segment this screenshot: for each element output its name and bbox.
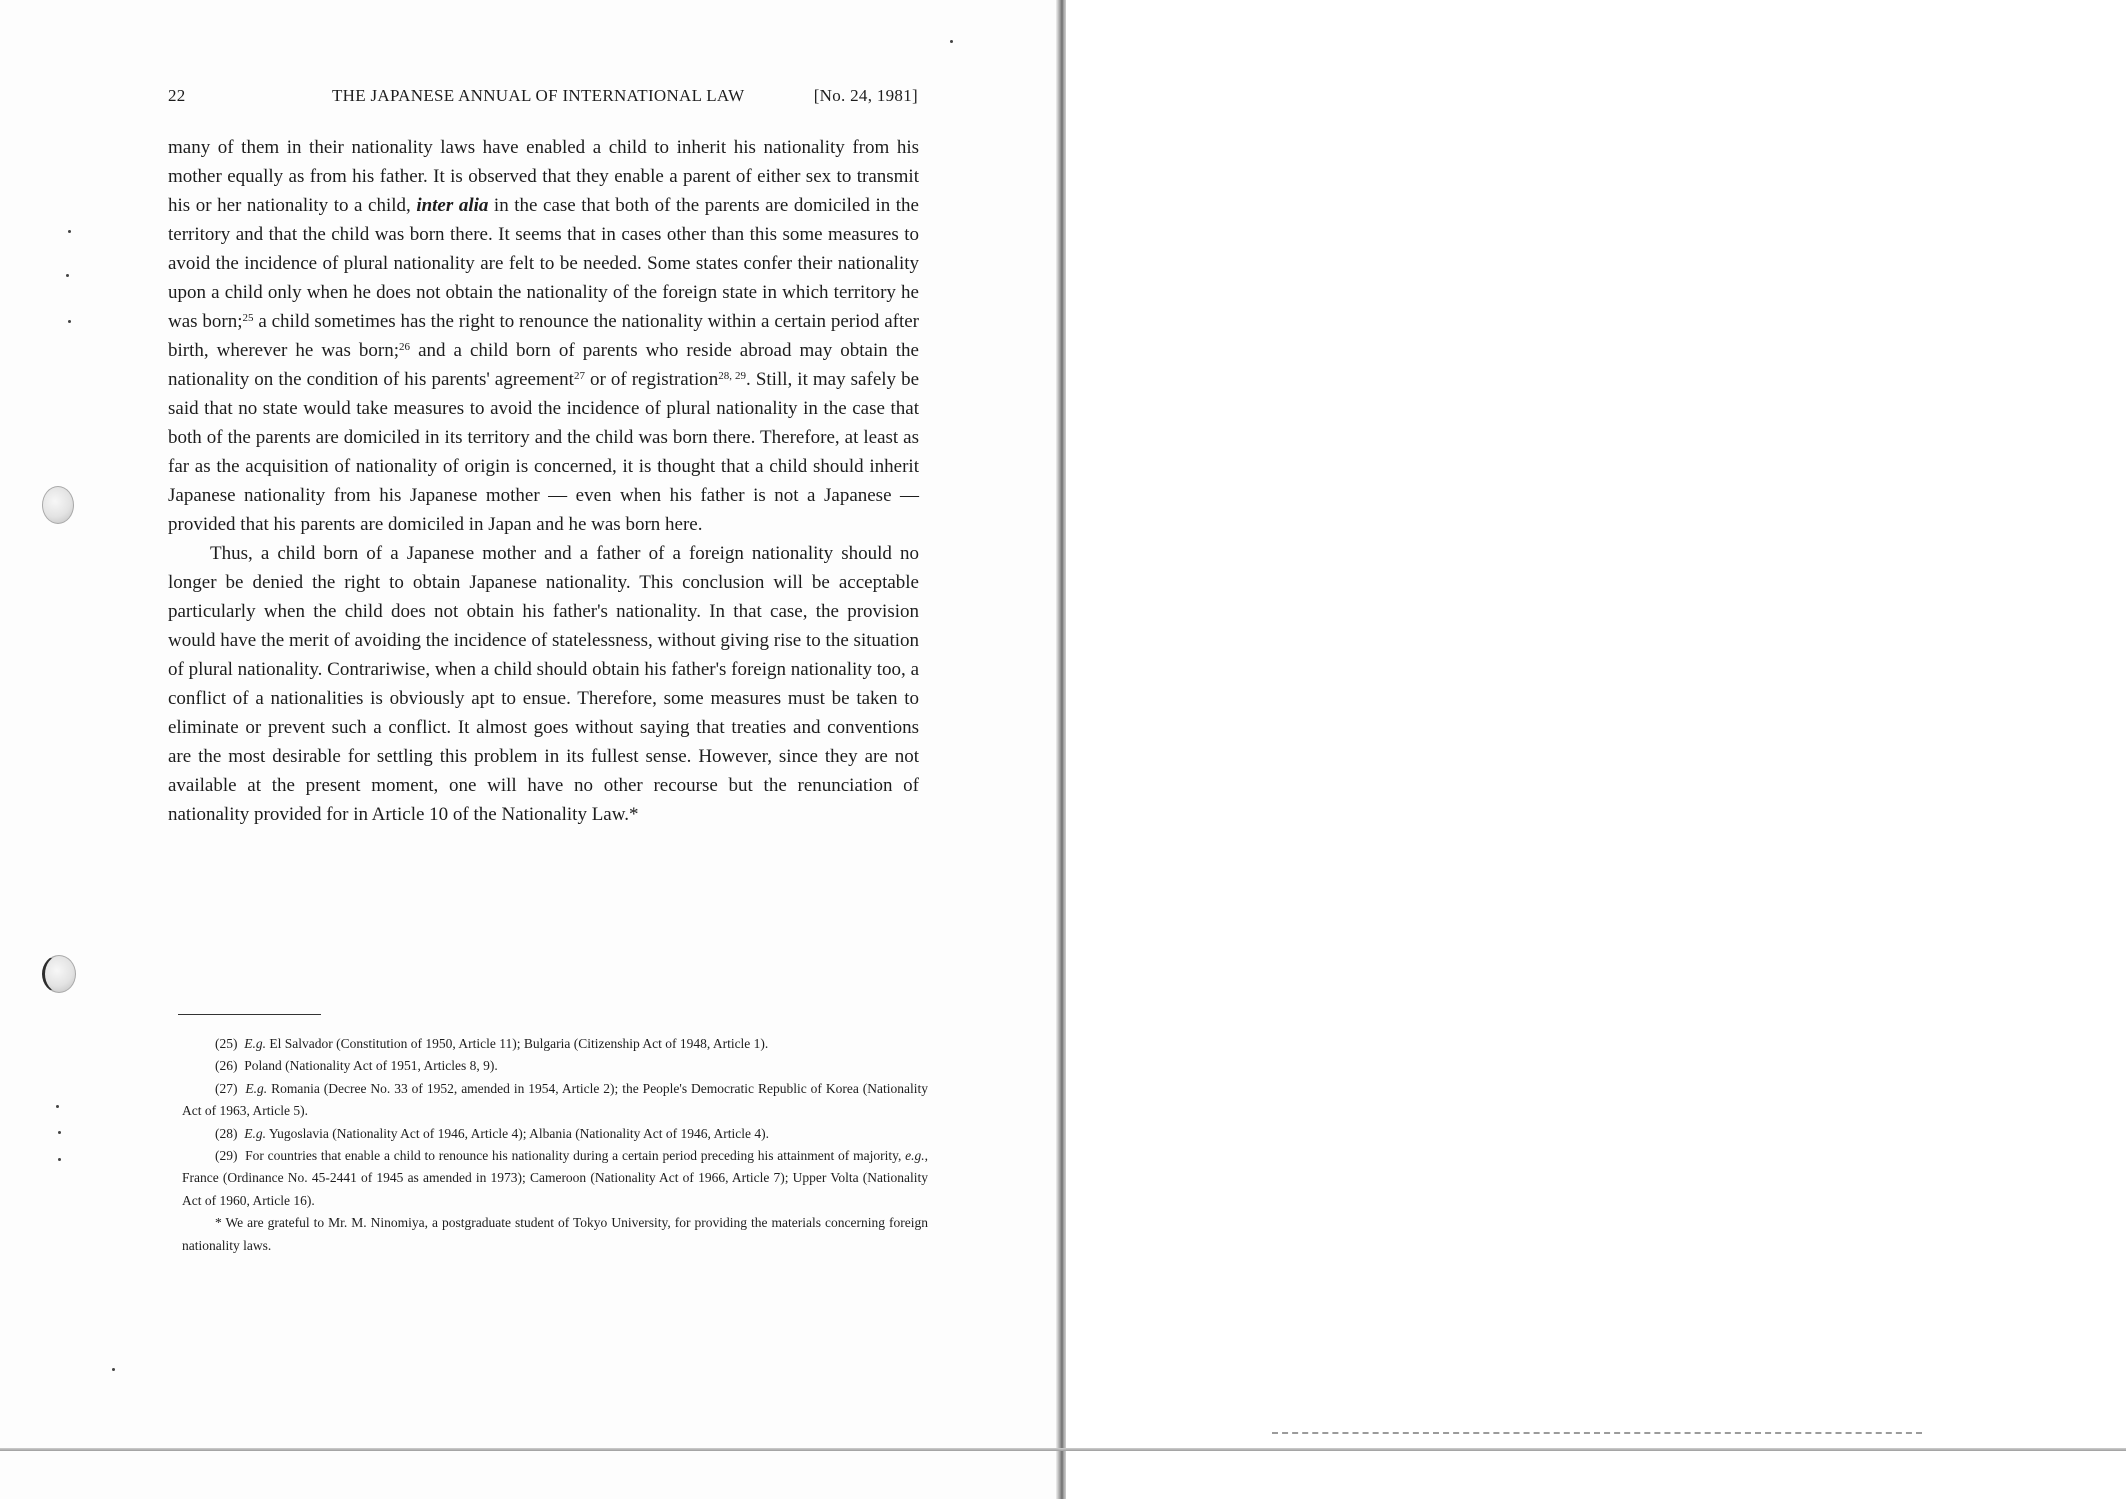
- scan-speck: [66, 274, 69, 277]
- scan-speck: [112, 1368, 115, 1371]
- footnote-divider: [178, 1014, 321, 1015]
- footnote-text: Yugoslavia (Nationality Act of 1946, Article 4); Albania (Nationality Act of 1946, Article 4).: [266, 1125, 770, 1141]
- eg-abbrev: E.g.: [245, 1080, 268, 1096]
- footnote-ref-26: 26: [399, 341, 411, 353]
- footnote-text: El Salvador (Constitution of 1950, Article 11); Bulgaria (Citizenship Act of 1948, Article 1).: [266, 1036, 769, 1051]
- text-run: in the case that both of the parents are domiciled in the territory and that the child was born there. It seems that in cases other than this some measures to avoid the incidence of plural nationality are felt to be needed. Some states confer their nationality upon a child only when he does not obtain the nationality of the foreign state in which territory he was born;: [168, 195, 919, 332]
- footnote-acknowledgement: [182, 1212, 928, 1257]
- left-page: [0, 0, 1058, 1499]
- footnote-26: [182, 1055, 928, 1077]
- footnote-ref-28-29: 28, 29: [718, 370, 747, 382]
- footnote-25: [182, 1033, 928, 1055]
- scan-speck: [68, 320, 71, 323]
- text-run: many of them in their nationality laws have enabled a child to inherit his nationality from his mother equally as from his father. It is observed that they enable a parent of either sex to transmit his or her nationality to a child,: [168, 137, 919, 216]
- scan-speck: [58, 1131, 61, 1134]
- punch-hole: [42, 486, 74, 524]
- footnotes: [182, 1033, 928, 1257]
- footnote-text: , France (Ordinance No. 45-2441 of 1945 as amended in 1973); Cameroon (Nationality Act of 1966, Article 7); Upper Volta (Nationality Act of 1960, Article 16).: [182, 1148, 928, 1208]
- scan-speck: [56, 1105, 59, 1108]
- footnote-ref-27: 27: [573, 370, 585, 382]
- footnote-27: [182, 1078, 928, 1123]
- footnote-number: (27): [215, 1080, 238, 1096]
- footnote-29: [182, 1145, 928, 1212]
- footnote-mark: *: [215, 1215, 222, 1231]
- footnote-text: Poland (Nationality Act of 1951, Articles 8, 9).: [240, 1058, 498, 1074]
- footnote-text: For countries that enable a child to renounce his nationality during a certain period preceding his attainment of majority,: [241, 1148, 906, 1164]
- paragraph-1: [168, 133, 919, 539]
- article-body: [168, 133, 919, 829]
- text-run: and a child born of parents who reside abroad may obtain the nationality on the condition of his parents' agreement: [168, 340, 919, 390]
- page-number: 22: [168, 86, 186, 105]
- scan-speck: [950, 40, 953, 43]
- text-run: or of registration: [584, 369, 719, 390]
- page-bottom-edge: [0, 1448, 2126, 1451]
- footnote-text: Romania (Decree No. 33 of 1952, amended in 1954, Article 2); the People's Democratic Republic of Korea (Nationality Act of 1963, Article 5).: [182, 1080, 928, 1119]
- footnote-number: (26): [215, 1058, 238, 1074]
- eg-abbrev: E.g.: [244, 1036, 266, 1051]
- text-run: . Still, it may safely be said that no state would take measures to avoid the incidence of plural nationality in the case that both of the parents are domiciled in its territory and the child was born there. Therefore, at least as far as the acquisition of nationality of origin is concerned, it is thought that a child should inherit Japanese nationality from his Japanese mother — even when his father is not a Japanese — provided that his parents are domiciled in Japan and he was born here.: [168, 369, 919, 535]
- italic-term: inter alia: [416, 195, 489, 216]
- paragraph-2: Thus, a child born of a Japanese mother and a father of a foreign nationality should no longer be denied the right to obtain Japanese nationality. This conclusion will be acceptable particularly when the child does not obtain his father's nationality. In that case, the provision would have the merit of avoiding the incidence of statelessness, without giving rise to the situation of plural nationality. Contrariwise, when a child should obtain his father's foreign nationality too, a conflict of a nationalities is obviously apt to ensue. Therefore, some measures must be taken to eliminate or prevent such a conflict. It almost goes without saying that treaties and conventions are the most desirable for settling this problem in its fullest sense. However, since they are not available at the present moment, one will have no other recourse but the renunciation of nationality provided for in Article 10 of the Nationality Law.*: [168, 543, 919, 825]
- eg-abbrev: E.g.: [244, 1125, 266, 1141]
- footnote-number: (28): [215, 1125, 238, 1141]
- text-run: a child sometimes has the right to renounce the nationality within a certain period after birth, wherever he was born;: [168, 311, 920, 361]
- footnote-ref-25: 25: [242, 312, 254, 324]
- right-page-blank: [1066, 0, 2126, 1499]
- footnote-number: (25): [215, 1036, 238, 1051]
- punch-hole: [42, 955, 76, 993]
- journal-title: THE JAPANESE ANNUAL OF INTERNATIONAL LAW: [332, 86, 745, 105]
- footnote-number: (29): [215, 1148, 238, 1164]
- issue-label: [No. 24, 1981]: [813, 86, 918, 105]
- page-bottom-edge: [1272, 1432, 1922, 1434]
- footnote-28: [182, 1123, 928, 1145]
- scan-speck: [68, 230, 71, 233]
- scan-speck: [58, 1158, 61, 1161]
- running-head: [168, 86, 918, 110]
- footnote-text: We are grateful to Mr. M. Ninomiya, a postgraduate student of Tokyo University, for providing the materials concerning foreign nationality laws.: [182, 1215, 928, 1253]
- eg-abbrev: e.g.: [905, 1148, 925, 1164]
